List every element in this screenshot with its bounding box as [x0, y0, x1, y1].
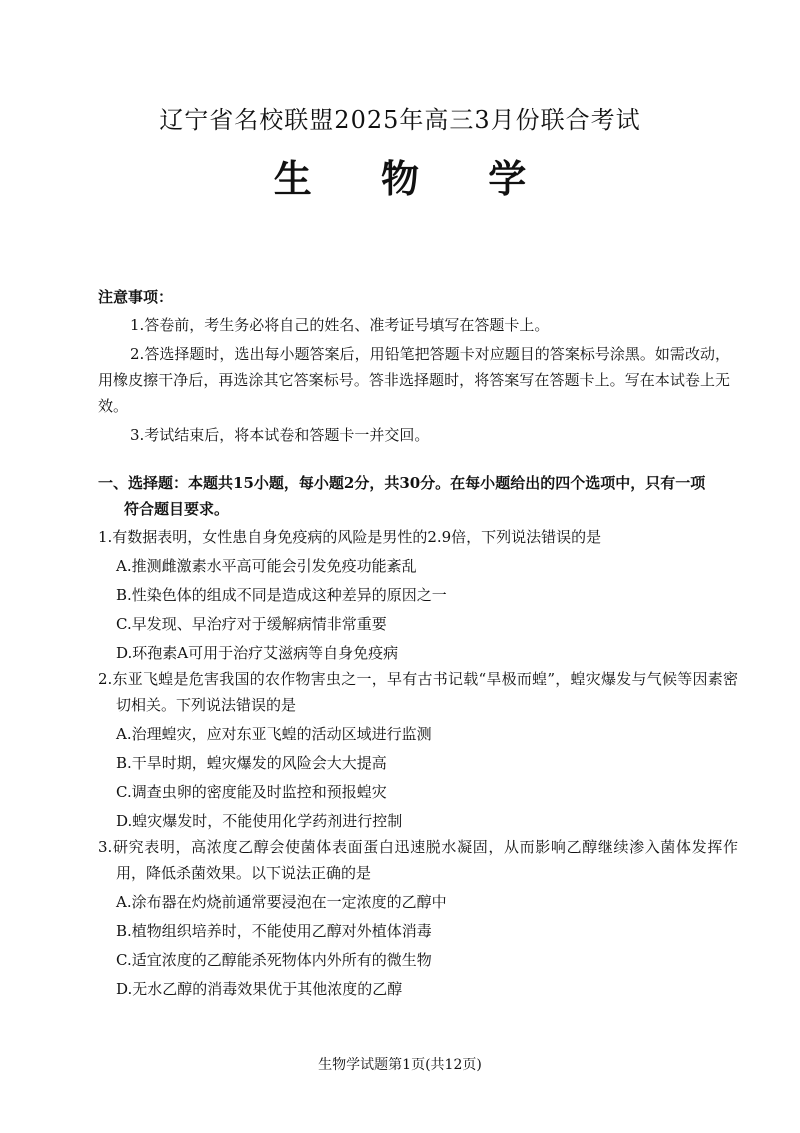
- question-option: C.适宜浓度的乙醇能杀死物体内外所有的微生物: [116, 951, 432, 969]
- question-option: D.无水乙醇的消毒效果优于其他浓度的乙醇: [116, 980, 403, 998]
- question-option: C.早发现、早治疗对于缓解病情非常重要: [116, 615, 387, 633]
- section-heading-line2: 符合题目要求。: [124, 500, 230, 518]
- question-1: [98, 524, 738, 666]
- question-option: C.调查虫卵的密度能及时监控和预报蝗灾: [116, 783, 387, 801]
- question-3: [98, 834, 738, 1002]
- question-option: A.推测雌激素水平高可能会引发免疫功能紊乱: [116, 557, 417, 575]
- question-stem: 2.东亚飞蝗是危害我国的农作物害虫之一，早有古书记载“旱极而蝗”，蝗灾爆发与气候等因素密切相关。下列说法错误的是: [98, 670, 738, 714]
- question-stem: 3.研究表明，高浓度乙醇会使菌体表面蛋白迅速脱水凝固，从而影响乙醇继续渗入菌体发挥作用，降低杀菌效果。以下说法正确的是: [98, 838, 738, 882]
- question-option: B.性染色体的组成不同是造成这种差异的原因之一: [116, 586, 447, 604]
- question-stem: 1.有数据表明，女性患自身免疫病的风险是男性的2.9倍，下列说法错误的是: [98, 528, 602, 546]
- question-option: D.蝗灾爆发时，不能使用化学药剂进行控制: [116, 812, 403, 830]
- section-heading: [98, 470, 738, 522]
- notice-list: [98, 312, 730, 451]
- question-option: B.干旱时期，蝗灾爆发的风险会大大提高: [116, 754, 387, 772]
- notice-item: 1.答卷前，考生务必将自己的姓名、准考证号填写在答题卡上。: [130, 316, 550, 334]
- question-list: [98, 524, 738, 1002]
- exam-title: 辽宁省名校联盟2025年高三3月份联合考试: [159, 106, 641, 134]
- question-option: D.环孢素A可用于治疗艾滋病等自身免疫病: [116, 644, 399, 662]
- question-option: B.植物组织培养时，不能使用乙醇对外植体消毒: [116, 922, 432, 940]
- notice-item: 3.考试结束后，将本试卷和答题卡一并交回。: [130, 426, 430, 444]
- notice-heading: 注意事项：: [98, 288, 174, 306]
- question-option: A.治理蝗灾，应对东亚飞蝗的活动区域进行监测: [116, 725, 432, 743]
- page-footer: 生物学试题第1页(共12页): [318, 1057, 482, 1073]
- question-option: A.涂布器在灼烧前通常要浸泡在一定浓度的乙醇中: [116, 893, 447, 911]
- notice-item: 2.答选择题时，选出每小题答案后，用铅笔把答题卡对应题目的答案标号涂黑。如需改动，用橡皮擦干净后，再选涂其它答案标号。答非选择题时，将答案写在答题卡上。写在本试卷上无效。: [98, 345, 730, 415]
- question-2: [98, 666, 738, 834]
- subject-title: 生 物 学: [273, 156, 555, 201]
- section-heading-line1: 一、选择题：本题共15小题，每小题2分，共30分。在每小题给出的四个选项中，只有一项: [98, 474, 706, 492]
